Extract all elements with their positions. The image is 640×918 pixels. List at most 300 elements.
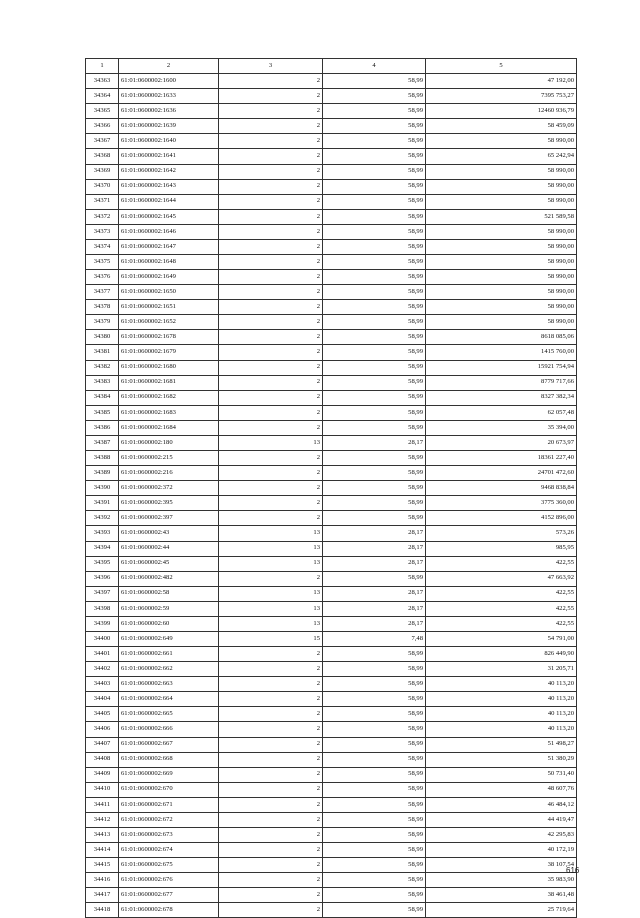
- rate-cell: 58,99: [323, 194, 426, 209]
- cadastral-number-cell: 61:01:0600002:668: [119, 752, 219, 767]
- table-row: [86, 903, 577, 918]
- value-cell: 24701 472,60: [426, 466, 577, 481]
- column-header-5: 5: [426, 59, 577, 74]
- cadastral-number-cell: 61:01:0600002:1639: [119, 119, 219, 134]
- value-cell: 58 990,00: [426, 239, 577, 254]
- row-number-cell: 34396: [86, 571, 119, 586]
- value-cell: 15921 754,94: [426, 360, 577, 375]
- column-header-2: 2: [119, 59, 219, 74]
- value-cell: 8618 085,06: [426, 330, 577, 345]
- rate-cell: 28,17: [323, 541, 426, 556]
- cadastral-number-cell: 61:01:0600002:1650: [119, 285, 219, 300]
- rate-cell: 58,99: [323, 209, 426, 224]
- rate-cell: 58,99: [323, 843, 426, 858]
- value-cell: 422,55: [426, 586, 577, 601]
- group-cell: 2: [219, 315, 323, 330]
- rate-cell: 58,99: [323, 481, 426, 496]
- value-cell: 46 484,12: [426, 797, 577, 812]
- table-row: [86, 451, 577, 466]
- value-cell: 58 990,00: [426, 224, 577, 239]
- value-cell: 47 663,92: [426, 571, 577, 586]
- rate-cell: 58,99: [323, 255, 426, 270]
- row-number-cell: 34373: [86, 224, 119, 239]
- cadastral-number-cell: 61:01:0600002:672: [119, 812, 219, 827]
- row-number-cell: 34370: [86, 179, 119, 194]
- value-cell: 573,26: [426, 526, 577, 541]
- rate-cell: 58,99: [323, 134, 426, 149]
- value-cell: 58 990,00: [426, 179, 577, 194]
- row-number-cell: 34391: [86, 496, 119, 511]
- cadastral-number-cell: 61:01:0600002:649: [119, 631, 219, 646]
- value-cell: 9468 838,84: [426, 481, 577, 496]
- rate-cell: 28,17: [323, 601, 426, 616]
- rate-cell: 28,17: [323, 556, 426, 571]
- cadastral-number-cell: 61:01:0600002:58: [119, 586, 219, 601]
- value-cell: 42 295,83: [426, 827, 577, 842]
- rate-cell: 58,99: [323, 571, 426, 586]
- group-cell: 2: [219, 481, 323, 496]
- cadastral-number-cell: 61:01:0600002:1645: [119, 209, 219, 224]
- value-cell: 12460 936,79: [426, 104, 577, 119]
- value-cell: 48 607,76: [426, 782, 577, 797]
- value-cell: 8779 717,66: [426, 375, 577, 390]
- row-number-cell: 34397: [86, 586, 119, 601]
- table-row: [86, 330, 577, 345]
- rate-cell: 28,17: [323, 586, 426, 601]
- group-cell: 2: [219, 405, 323, 420]
- value-cell: 58 990,00: [426, 134, 577, 149]
- row-number-cell: 34402: [86, 662, 119, 677]
- value-cell: 62 057,48: [426, 405, 577, 420]
- table-row: [86, 360, 577, 375]
- row-number-cell: 34394: [86, 541, 119, 556]
- rate-cell: 58,99: [323, 89, 426, 104]
- group-cell: 2: [219, 767, 323, 782]
- group-cell: 13: [219, 586, 323, 601]
- rate-cell: 58,99: [323, 330, 426, 345]
- group-cell: 2: [219, 797, 323, 812]
- table-row: [86, 74, 577, 89]
- rate-cell: 58,99: [323, 873, 426, 888]
- cadastral-number-cell: 61:01:0600002:1646: [119, 224, 219, 239]
- table-row: [86, 812, 577, 827]
- table-row: [86, 435, 577, 450]
- table-row: [86, 149, 577, 164]
- value-cell: 58 990,00: [426, 300, 577, 315]
- row-number-cell: 34415: [86, 858, 119, 873]
- cadastral-number-cell: 61:01:0600002:397: [119, 511, 219, 526]
- row-number-cell: 34407: [86, 737, 119, 752]
- table-row: [86, 89, 577, 104]
- row-number-cell: 34381: [86, 345, 119, 360]
- cadastral-number-cell: 61:01:0600002:1684: [119, 420, 219, 435]
- rate-cell: 58,99: [323, 752, 426, 767]
- group-cell: 2: [219, 466, 323, 481]
- group-cell: 2: [219, 888, 323, 903]
- rate-cell: 58,99: [323, 360, 426, 375]
- page-number: 616: [566, 866, 580, 875]
- row-number-cell: 34383: [86, 375, 119, 390]
- rate-cell: 58,99: [323, 149, 426, 164]
- value-cell: 422,55: [426, 616, 577, 631]
- row-number-cell: 34411: [86, 797, 119, 812]
- row-number-cell: 34366: [86, 119, 119, 134]
- group-cell: 2: [219, 285, 323, 300]
- cadastral-number-cell: 61:01:0600002:215: [119, 451, 219, 466]
- cadastral-number-cell: 61:01:0600002:675: [119, 858, 219, 873]
- table-row: [86, 873, 577, 888]
- rate-cell: 58,99: [323, 767, 426, 782]
- row-number-cell: 34363: [86, 74, 119, 89]
- table-row: [86, 707, 577, 722]
- row-number-cell: 34386: [86, 420, 119, 435]
- rate-cell: 58,99: [323, 511, 426, 526]
- cadastral-number-cell: 61:01:0600002:180: [119, 435, 219, 450]
- value-cell: 54 791,00: [426, 631, 577, 646]
- row-number-cell: 34374: [86, 239, 119, 254]
- group-cell: 2: [219, 812, 323, 827]
- cadastral-number-cell: 61:01:0600002:673: [119, 827, 219, 842]
- table-header-row: [86, 59, 577, 74]
- group-cell: 2: [219, 843, 323, 858]
- rate-cell: 58,99: [323, 812, 426, 827]
- rate-cell: 58,99: [323, 104, 426, 119]
- value-cell: 40 113,20: [426, 677, 577, 692]
- row-number-cell: 34406: [86, 722, 119, 737]
- value-cell: 40 113,20: [426, 707, 577, 722]
- rate-cell: 58,99: [323, 405, 426, 420]
- cadastral-number-cell: 61:01:0600002:1636: [119, 104, 219, 119]
- rate-cell: 58,99: [323, 285, 426, 300]
- cadastral-number-cell: 61:01:0600002:669: [119, 767, 219, 782]
- value-cell: 50 731,40: [426, 767, 577, 782]
- cadastral-number-cell: 61:01:0600002:60: [119, 616, 219, 631]
- value-cell: 31 205,71: [426, 662, 577, 677]
- group-cell: 2: [219, 149, 323, 164]
- cadastral-number-cell: 61:01:0600002:670: [119, 782, 219, 797]
- group-cell: 2: [219, 119, 323, 134]
- value-cell: 4152 896,00: [426, 511, 577, 526]
- rate-cell: 58,99: [323, 466, 426, 481]
- group-cell: 2: [219, 827, 323, 842]
- value-cell: 40 172,19: [426, 843, 577, 858]
- group-cell: 2: [219, 179, 323, 194]
- rate-cell: 58,99: [323, 888, 426, 903]
- row-number-cell: 34377: [86, 285, 119, 300]
- row-number-cell: 34403: [86, 677, 119, 692]
- cadastral-number-cell: 61:01:0600002:665: [119, 707, 219, 722]
- rate-cell: 28,17: [323, 526, 426, 541]
- value-cell: 422,55: [426, 601, 577, 616]
- table-row: [86, 375, 577, 390]
- group-cell: 2: [219, 873, 323, 888]
- table-row: [86, 541, 577, 556]
- group-cell: 13: [219, 601, 323, 616]
- row-number-cell: 34400: [86, 631, 119, 646]
- rate-cell: 58,99: [323, 179, 426, 194]
- value-cell: 38 461,48: [426, 888, 577, 903]
- cadastral-number-cell: 61:01:0600002:664: [119, 692, 219, 707]
- cadastral-number-cell: 61:01:0600002:395: [119, 496, 219, 511]
- table-row: [86, 481, 577, 496]
- group-cell: 2: [219, 511, 323, 526]
- value-cell: 985,95: [426, 541, 577, 556]
- table-row: [86, 722, 577, 737]
- cadastral-number-cell: 61:01:0600002:1683: [119, 405, 219, 420]
- table-row: [86, 119, 577, 134]
- row-number-cell: 34372: [86, 209, 119, 224]
- value-cell: 18361 227,40: [426, 451, 577, 466]
- rate-cell: 58,99: [323, 903, 426, 918]
- row-number-cell: 34390: [86, 481, 119, 496]
- value-cell: 1415 760,00: [426, 345, 577, 360]
- row-number-cell: 34410: [86, 782, 119, 797]
- rate-cell: 28,17: [323, 616, 426, 631]
- table-row: [86, 134, 577, 149]
- table-row: [86, 601, 577, 616]
- group-cell: 2: [219, 300, 323, 315]
- row-number-cell: 34384: [86, 390, 119, 405]
- group-cell: 13: [219, 435, 323, 450]
- group-cell: 2: [219, 451, 323, 466]
- rate-cell: 58,99: [323, 858, 426, 873]
- row-number-cell: 34367: [86, 134, 119, 149]
- table-row: [86, 888, 577, 903]
- value-cell: 35 394,00: [426, 420, 577, 435]
- group-cell: 2: [219, 255, 323, 270]
- table-body: [86, 74, 580, 918]
- value-cell: 65 242,94: [426, 149, 577, 164]
- rate-cell: 58,99: [323, 224, 426, 239]
- group-cell: 13: [219, 556, 323, 571]
- cadastral-number-cell: 61:01:0600002:1649: [119, 270, 219, 285]
- table-row: [86, 104, 577, 119]
- cadastral-number-cell: 61:01:0600002:1652: [119, 315, 219, 330]
- group-cell: 2: [219, 224, 323, 239]
- table-row: [86, 315, 577, 330]
- row-number-cell: 34375: [86, 255, 119, 270]
- table-row: [86, 300, 577, 315]
- row-number-cell: 34399: [86, 616, 119, 631]
- group-cell: 2: [219, 375, 323, 390]
- cadastral-number-cell: 61:01:0600002:1647: [119, 239, 219, 254]
- group-cell: 2: [219, 662, 323, 677]
- rate-cell: 58,99: [323, 451, 426, 466]
- group-cell: 2: [219, 677, 323, 692]
- cadastral-number-cell: 61:01:0600002:44: [119, 541, 219, 556]
- row-number-cell: 34417: [86, 888, 119, 903]
- cadastral-number-cell: 61:01:0600002:372: [119, 481, 219, 496]
- cadastral-number-cell: 61:01:0600002:661: [119, 647, 219, 662]
- row-number-cell: 34371: [86, 194, 119, 209]
- table-row: [86, 496, 577, 511]
- group-cell: 2: [219, 134, 323, 149]
- rate-cell: 58,99: [323, 74, 426, 89]
- row-number-cell: 34393: [86, 526, 119, 541]
- row-number-cell: 34401: [86, 647, 119, 662]
- cadastral-number-cell: 61:01:0600002:666: [119, 722, 219, 737]
- group-cell: 2: [219, 496, 323, 511]
- table-row: [86, 556, 577, 571]
- row-number-cell: 34404: [86, 692, 119, 707]
- group-cell: 2: [219, 390, 323, 405]
- group-cell: 13: [219, 541, 323, 556]
- group-cell: 2: [219, 903, 323, 918]
- cadastral-number-cell: 61:01:0600002:676: [119, 873, 219, 888]
- cadastral-number-cell: 61:01:0600002:674: [119, 843, 219, 858]
- row-number-cell: 34380: [86, 330, 119, 345]
- rate-cell: 58,99: [323, 647, 426, 662]
- table-row: [86, 466, 577, 481]
- table-row: [86, 767, 577, 782]
- value-cell: 521 589,58: [426, 209, 577, 224]
- cadastral-number-cell: 61:01:0600002:43: [119, 526, 219, 541]
- value-cell: 422,55: [426, 556, 577, 571]
- rate-cell: 58,99: [323, 496, 426, 511]
- column-header-1: 1: [86, 59, 119, 74]
- rate-cell: 58,99: [323, 827, 426, 842]
- cadastral-number-cell: 61:01:0600002:677: [119, 888, 219, 903]
- value-cell: 40 113,20: [426, 692, 577, 707]
- rate-cell: 58,99: [323, 239, 426, 254]
- row-number-cell: 34418: [86, 903, 119, 918]
- table-row: [86, 179, 577, 194]
- value-cell: 58 990,00: [426, 194, 577, 209]
- rate-cell: 58,99: [323, 119, 426, 134]
- group-cell: 2: [219, 420, 323, 435]
- rate-cell: 58,99: [323, 270, 426, 285]
- row-number-cell: 34369: [86, 164, 119, 179]
- rate-cell: 58,99: [323, 420, 426, 435]
- table-row: [86, 255, 577, 270]
- rate-cell: 58,99: [323, 677, 426, 692]
- rate-cell: 58,99: [323, 722, 426, 737]
- group-cell: 2: [219, 571, 323, 586]
- row-number-cell: 34405: [86, 707, 119, 722]
- cadastral-number-cell: 61:01:0600002:1633: [119, 89, 219, 104]
- value-cell: 8327 382,34: [426, 390, 577, 405]
- rate-cell: 58,99: [323, 375, 426, 390]
- value-cell: 51 498,27: [426, 737, 577, 752]
- table-row: [86, 797, 577, 812]
- cadastral-number-cell: 61:01:0600002:662: [119, 662, 219, 677]
- rate-cell: 58,99: [323, 345, 426, 360]
- table-row: [86, 662, 577, 677]
- table-row: [86, 571, 577, 586]
- cadastral-number-cell: 61:01:0600002:1642: [119, 164, 219, 179]
- rate-cell: 58,99: [323, 692, 426, 707]
- cadastral-number-cell: 61:01:0600002:663: [119, 677, 219, 692]
- table-row: [86, 692, 577, 707]
- value-cell: 58 990,00: [426, 285, 577, 300]
- row-number-cell: 34409: [86, 767, 119, 782]
- cadastral-number-cell: 61:01:0600002:1681: [119, 375, 219, 390]
- value-cell: 58 459,09: [426, 119, 577, 134]
- group-cell: 2: [219, 330, 323, 345]
- group-cell: 2: [219, 89, 323, 104]
- rate-cell: 28,17: [323, 435, 426, 450]
- value-cell: 51 380,29: [426, 752, 577, 767]
- cadastral-number-cell: 61:01:0600002:216: [119, 466, 219, 481]
- column-header-4: 4: [323, 59, 426, 74]
- row-number-cell: 34412: [86, 812, 119, 827]
- group-cell: 2: [219, 647, 323, 662]
- value-cell: 58 990,00: [426, 164, 577, 179]
- value-cell: 58 990,00: [426, 255, 577, 270]
- table-row: [86, 526, 577, 541]
- group-cell: 2: [219, 782, 323, 797]
- row-number-cell: 34387: [86, 435, 119, 450]
- table-row: [86, 390, 577, 405]
- rate-cell: 58,99: [323, 707, 426, 722]
- group-cell: 2: [219, 692, 323, 707]
- rate-cell: 58,99: [323, 164, 426, 179]
- row-number-cell: 34388: [86, 451, 119, 466]
- group-cell: 15: [219, 631, 323, 646]
- row-number-cell: 34368: [86, 149, 119, 164]
- table-row: [86, 827, 577, 842]
- value-cell: 20 673,97: [426, 435, 577, 450]
- rate-cell: 58,99: [323, 315, 426, 330]
- row-number-cell: 34398: [86, 601, 119, 616]
- table-row: [86, 858, 577, 873]
- rate-cell: 58,99: [323, 662, 426, 677]
- table-row: [86, 270, 577, 285]
- row-number-cell: 34416: [86, 873, 119, 888]
- value-cell: 25 719,64: [426, 903, 577, 918]
- table-row: [86, 420, 577, 435]
- group-cell: 2: [219, 164, 323, 179]
- table-row: [86, 752, 577, 767]
- cadastral-number-cell: 61:01:0600002:1600: [119, 74, 219, 89]
- cadastral-number-cell: 61:01:0600002:45: [119, 556, 219, 571]
- rate-cell: 58,99: [323, 390, 426, 405]
- table-row: [86, 677, 577, 692]
- group-cell: 2: [219, 74, 323, 89]
- row-number-cell: 34364: [86, 89, 119, 104]
- rate-cell: 58,99: [323, 737, 426, 752]
- row-number-cell: 34382: [86, 360, 119, 375]
- value-cell: 58 990,00: [426, 270, 577, 285]
- group-cell: 2: [219, 239, 323, 254]
- group-cell: 13: [219, 526, 323, 541]
- row-number-cell: 34414: [86, 843, 119, 858]
- group-cell: 2: [219, 858, 323, 873]
- cadastral-number-cell: 61:01:0600002:1679: [119, 345, 219, 360]
- cadastral-number-cell: 61:01:0600002:1648: [119, 255, 219, 270]
- cadastral-number-cell: 61:01:0600002:678: [119, 903, 219, 918]
- cadastral-number-cell: 61:01:0600002:1678: [119, 330, 219, 345]
- group-cell: 2: [219, 707, 323, 722]
- table-row: [86, 647, 577, 662]
- cadastral-number-cell: 61:01:0600002:1651: [119, 300, 219, 315]
- value-cell: 826 449,90: [426, 647, 577, 662]
- cadastral-number-cell: 61:01:0600002:1644: [119, 194, 219, 209]
- table-row: [86, 345, 577, 360]
- row-number-cell: 34389: [86, 466, 119, 481]
- value-cell: 40 113,20: [426, 722, 577, 737]
- table-row: [86, 511, 577, 526]
- row-number-cell: 34392: [86, 511, 119, 526]
- cadastral-number-cell: 61:01:0600002:1640: [119, 134, 219, 149]
- group-cell: 2: [219, 737, 323, 752]
- group-cell: 13: [219, 616, 323, 631]
- row-number-cell: 34395: [86, 556, 119, 571]
- table-row: [86, 616, 577, 631]
- table-row: [86, 224, 577, 239]
- row-number-cell: 34413: [86, 827, 119, 842]
- group-cell: 2: [219, 104, 323, 119]
